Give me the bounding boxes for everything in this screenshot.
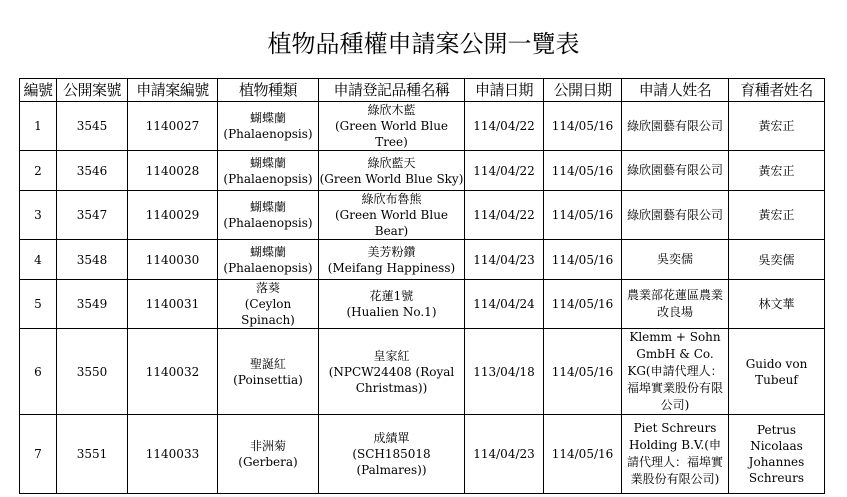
cell-application-date: 114/04/22 xyxy=(465,151,544,191)
table-row xyxy=(20,329,825,415)
cell-number: 5 xyxy=(20,280,57,329)
species-latin: (Ceylon Spinach) xyxy=(241,297,295,327)
cell-publication-date: 114/05/16 xyxy=(544,240,622,280)
cell-publication-date: 114/05/16 xyxy=(544,329,622,415)
table-row xyxy=(20,102,825,151)
cell-application-date: 114/04/22 xyxy=(465,102,544,151)
cell-publication-no: 3551 xyxy=(57,415,128,494)
cell-applicant: Piet Schreurs Holding B.V.(申請代理人：福埠實業股份有限公司) xyxy=(622,415,729,494)
variety-english: (Hualien No.1) xyxy=(346,305,437,319)
table-row xyxy=(20,191,825,240)
cell-breeder: Guido von Tubeuf xyxy=(729,329,825,415)
cell-applicant: 綠欣園藝有限公司 xyxy=(622,102,729,151)
cell-variety xyxy=(319,415,465,494)
header-application-no: 申請案編號 xyxy=(128,79,218,102)
variety-name: 花蓮1號 xyxy=(369,289,414,303)
species-name: 蝴蝶蘭 xyxy=(249,200,286,214)
cell-applicant: Klemm + Sohn GmbH & Co. KG(申請代理人：福埠實業股份有限公司) xyxy=(622,329,729,415)
cell-variety xyxy=(319,280,465,329)
cell-species xyxy=(218,151,319,191)
cell-application-no: 1140033 xyxy=(128,415,218,494)
header-publication-no: 公開案號 xyxy=(57,79,128,102)
cell-applicant: 綠欣園藝有限公司 xyxy=(622,151,729,191)
cell-publication-no: 3548 xyxy=(57,240,128,280)
species-name: 聖誕紅 xyxy=(249,356,286,371)
cell-publication-no: 3545 xyxy=(57,102,128,151)
cell-application-date: 114/04/22 xyxy=(465,191,544,240)
header-plant-species: 植物種類 xyxy=(218,79,319,102)
cell-publication-no: 3549 xyxy=(57,280,128,329)
species-name: 非洲菊 xyxy=(249,439,286,453)
variety-name: 美芳粉鑽 xyxy=(367,244,416,259)
cell-application-no: 1140028 xyxy=(128,151,218,191)
cell-breeder: 黃宏正 xyxy=(729,191,825,240)
species-latin: (Phalaenopsis) xyxy=(223,171,313,186)
cell-publication-date: 114/05/16 xyxy=(544,102,622,151)
species-latin: (Poinsettia) xyxy=(233,372,303,387)
species-name: 蝴蝶蘭 xyxy=(249,111,286,125)
cell-breeder: 吳奕儒 xyxy=(729,240,825,280)
species-latin: (Phalaenopsis) xyxy=(223,127,313,141)
cell-applicant: 吳奕儒 xyxy=(622,240,729,280)
cell-publication-no: 3550 xyxy=(57,329,128,415)
species-latin: (Phalaenopsis) xyxy=(223,260,313,275)
cell-number: 6 xyxy=(20,329,57,415)
cell-application-date: 114/04/24 xyxy=(465,280,544,329)
table-row xyxy=(20,415,825,494)
cell-number: 3 xyxy=(20,191,57,240)
variety-english: (Green World Blue Bear) xyxy=(334,208,449,238)
cell-variety xyxy=(319,329,465,415)
species-latin: (Gerbera) xyxy=(238,455,298,469)
cell-variety xyxy=(319,191,465,240)
cell-application-no: 1140027 xyxy=(128,102,218,151)
cell-variety xyxy=(319,240,465,280)
cell-breeder: 林文華 xyxy=(729,280,825,329)
cell-breeder: Petrus Nicolaas Johannes Schreurs xyxy=(729,415,825,494)
variety-name: 成績單 xyxy=(373,431,410,445)
cell-publication-date: 114/05/16 xyxy=(544,415,622,494)
header-applicant: 申請人姓名 xyxy=(622,79,729,102)
cell-publication-date: 114/05/16 xyxy=(544,191,622,240)
cell-applicant: 綠欣園藝有限公司 xyxy=(622,191,729,240)
cell-number: 2 xyxy=(20,151,57,191)
cell-species xyxy=(218,415,319,494)
table-row xyxy=(20,240,825,280)
cell-application-date: 114/04/23 xyxy=(465,415,544,494)
cell-applicant: 農業部花蓮區農業改良場 xyxy=(622,280,729,329)
header-breeder: 育種者姓名 xyxy=(729,79,825,102)
page-title: 植物品種權申請案公開一覽表 xyxy=(267,30,580,58)
header-number: 編號 xyxy=(20,79,57,102)
species-latin: (Phalaenopsis) xyxy=(223,216,313,230)
variety-english: (NPCW24408 (Royal Christmas)) xyxy=(328,364,455,395)
cell-species xyxy=(218,191,319,240)
species-name: 蝴蝶蘭 xyxy=(249,155,286,170)
cell-application-no: 1140031 xyxy=(128,280,218,329)
cell-number: 1 xyxy=(20,102,57,151)
table-row xyxy=(20,280,825,329)
cell-publication-date: 114/05/16 xyxy=(544,280,622,329)
cell-application-date: 114/04/23 xyxy=(465,240,544,280)
cell-application-date: 113/04/18 xyxy=(465,329,544,415)
cell-publication-date: 114/05/16 xyxy=(544,151,622,191)
cell-variety xyxy=(319,102,465,151)
variety-english: (Green World Blue Sky) xyxy=(319,171,464,186)
cell-application-no: 1140030 xyxy=(128,240,218,280)
variety-name: 綠欣藍天 xyxy=(367,155,416,170)
table-row xyxy=(20,151,825,191)
cell-variety xyxy=(319,151,465,191)
cell-publication-no: 3547 xyxy=(57,191,128,240)
header-publication-date: 公開日期 xyxy=(544,79,622,102)
cell-species xyxy=(218,329,319,415)
species-name: 落葵 xyxy=(255,281,280,295)
species-name: 蝴蝶蘭 xyxy=(249,244,286,259)
table-header-row xyxy=(20,79,825,102)
variety-english: (SCH185018 (Palmares)) xyxy=(352,447,431,477)
variety-english: (Meifang Happiness) xyxy=(327,260,456,275)
publication-table xyxy=(19,78,825,494)
variety-name: 皇家紅 xyxy=(373,348,410,363)
cell-species xyxy=(218,240,319,280)
cell-application-no: 1140029 xyxy=(128,191,218,240)
variety-name: 綠欣布魯熊 xyxy=(361,192,422,206)
cell-species xyxy=(218,102,319,151)
variety-english: (Green World Blue Tree) xyxy=(334,119,449,149)
header-application-date: 申請日期 xyxy=(465,79,544,102)
cell-species xyxy=(218,280,319,329)
cell-breeder: 黃宏正 xyxy=(729,102,825,151)
cell-breeder: 黃宏正 xyxy=(729,151,825,191)
header-variety-name: 申請登記品種名稱 xyxy=(319,79,465,102)
cell-publication-no: 3546 xyxy=(57,151,128,191)
cell-application-no: 1140032 xyxy=(128,329,218,415)
variety-name: 綠欣木藍 xyxy=(367,103,416,117)
cell-number: 4 xyxy=(20,240,57,280)
cell-number: 7 xyxy=(20,415,57,494)
